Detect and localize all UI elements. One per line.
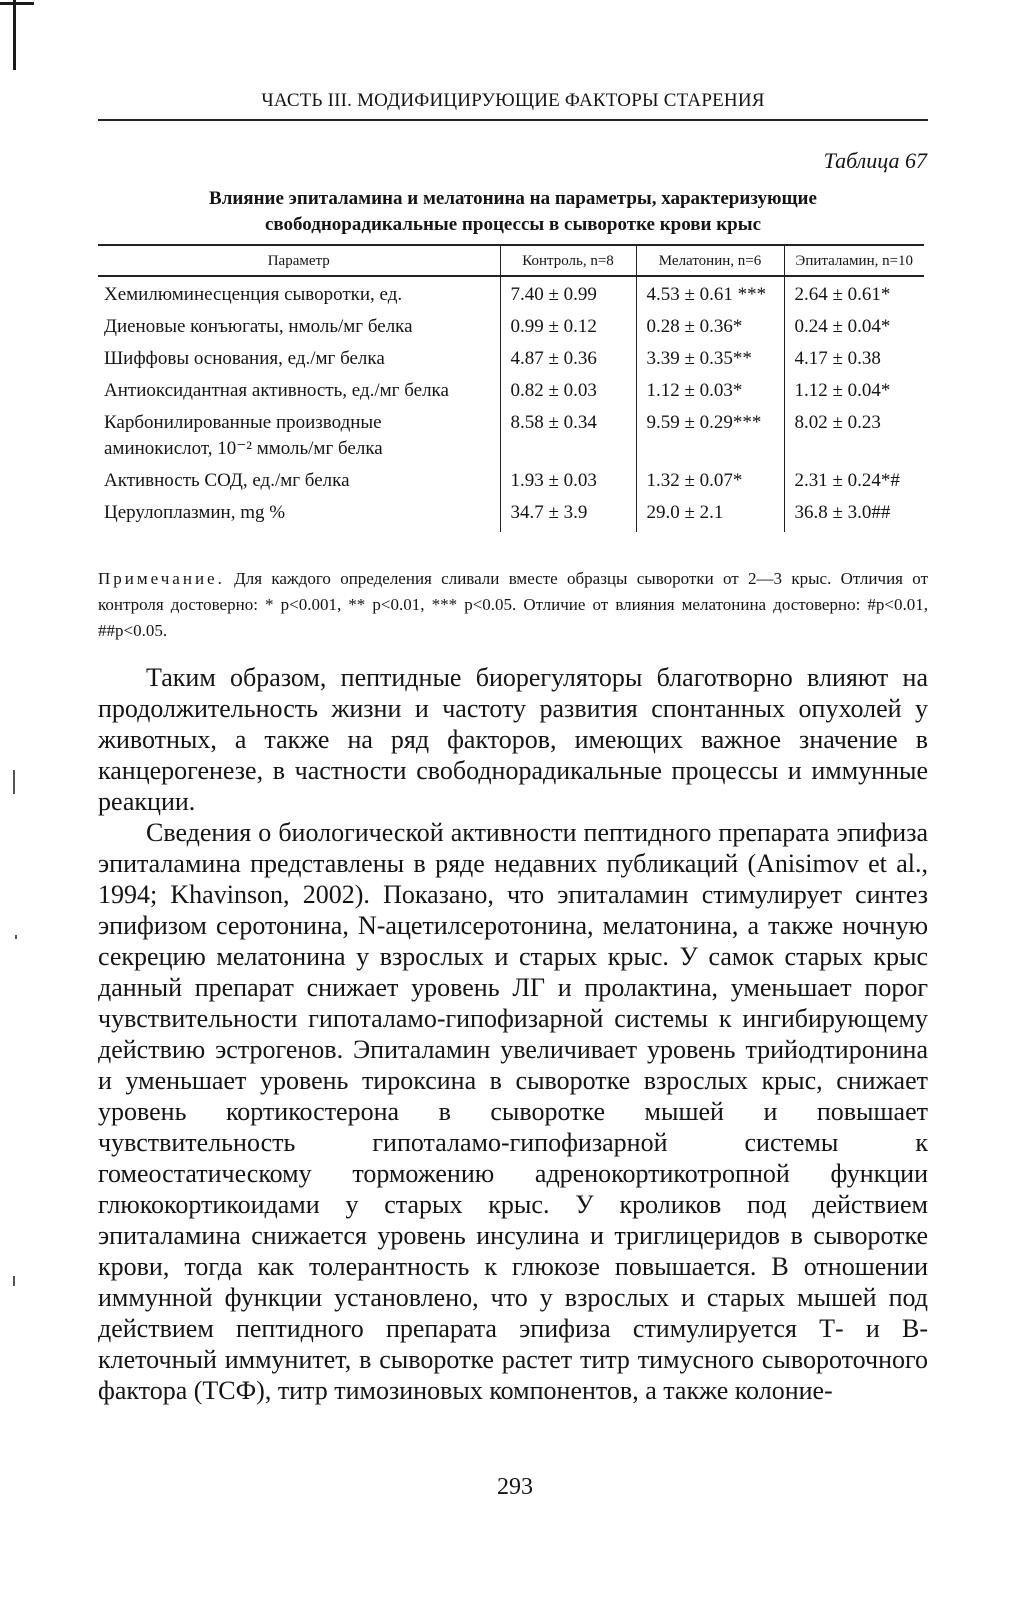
note-label: Примечание.: [98, 569, 225, 588]
page-number: 293: [497, 1474, 533, 1500]
table-title-line: свободнорадикальные процессы в сыворотке крови крыс: [264, 214, 762, 235]
epitalamin-cell: 4.17 ± 0.38: [784, 343, 924, 375]
column-header: Параметр: [98, 245, 500, 276]
table-row: [98, 375, 924, 407]
control-cell: 8.58 ± 0.34: [500, 407, 636, 465]
control-cell: 34.7 ± 3.9: [500, 497, 636, 532]
table-row: [98, 311, 924, 343]
control-cell: 1.93 ± 0.03: [500, 465, 636, 497]
table-row: [98, 343, 924, 375]
param-cell: Церулоплазмин, mg %: [104, 502, 286, 523]
table-row: [98, 407, 924, 465]
epitalamin-cell: 1.12 ± 0.04*: [784, 375, 924, 407]
running-header: ЧАСТЬ III. МОДИФИЦИРУЮЩИЕ ФАКТОРЫ СТАРЕНИЯ: [261, 90, 765, 111]
column-header: Эпиталамин, n=10: [784, 245, 924, 276]
body-paragraph: Сведения о биологической активности пептидного препарата эпифиза эпиталамина представлены в ряде недавних публикаций (Anisimov et al., 1994; Khavinson, 2002). Показано, что эпиталамин стимулирует синтез эпифизом серотонина, N-ацетилсеротонина, мелатонина, а также ночную секрецию мелатонина у взрослых и старых крыс. У самок старых крыс данный препарат снижает уровень ЛГ и пролактина, уменьшает порог чувствительности гипоталамо-гипофизарной системы к ингибирующему действию эстрогенов. Эпиталамин увеличивает уровень трийодтиронина и уменьшает уровень тироксина в сыворотке взрослых крыс, снижает уровень кортикостерона в сыворотке мышей и повышает чувствительность гипоталамо-гипофизарной системы к гомеостатическому торможению адренокортикотропной функции глюкокортикоидами у старых крыс. У кроликов под действием эпиталамина снижается уровень инсулина и триглицеридов в сыворотке крови, тогда как толерантность к глюкозе повышается. В отношении иммунной функции установлено, что у взрослых и старых мышей под действием пептидного препарата эпифиза стимулируется Т- и В-клеточный иммунитет, в сыворотке растет титр тимусного сывороточного фактора (ТСФ), титр тимозиновых компонентов, а также колоние-: [98, 818, 928, 1405]
table-row: [98, 276, 924, 311]
table-row: [98, 465, 924, 497]
control-cell: 7.40 ± 0.99: [500, 276, 636, 311]
table-title: [98, 186, 928, 238]
scan-margin-tick: [0, 2, 34, 5]
table-note: [98, 566, 928, 644]
epitalamin-cell: 2.31 ± 0.24*#: [784, 465, 924, 497]
control-cell: 4.87 ± 0.36: [500, 343, 636, 375]
param-cell: Диеновые конъюгаты, нмоль/мг белка: [104, 316, 413, 337]
epitalamin-cell: 36.8 ± 3.0##: [784, 497, 924, 532]
scan-speck: [13, 1276, 15, 1286]
param-cell: Хемилюминесценция сыворотки, ед.: [104, 284, 403, 305]
epitalamin-cell: 8.02 ± 0.23: [784, 407, 924, 465]
melatonin-cell: 29.0 ± 2.1: [636, 497, 784, 532]
scan-margin-mark: [13, 0, 16, 70]
param-cell: Антиоксидантная активность, ед./мг белка: [104, 380, 449, 401]
header-rule: [98, 119, 928, 121]
data-table: [98, 244, 924, 532]
melatonin-cell: 3.39 ± 0.35**: [636, 343, 784, 375]
scan-speck: [13, 770, 15, 794]
melatonin-cell: 1.12 ± 0.03*: [636, 375, 784, 407]
note-text: Для каждого определения сливали вместе образцы сыворотки от 2—3 крыс. Отличия от контроля достоверно: * p<0.001, ** p<0.01, *** p<0.05. Отличие от влияния мелатонина достоверно: #p<0.01, ##p<0.05.: [98, 569, 929, 640]
table-title-line: Влияние эпиталамина и мелатонина на параметры, характеризующие: [209, 188, 817, 209]
control-cell: 0.99 ± 0.12: [500, 311, 636, 343]
param-cell: Активность СОД, ед./мг белка: [104, 470, 350, 491]
table-header-row: [98, 245, 924, 276]
table-label: Таблица 67: [823, 148, 927, 173]
param-cell: Карбонилированные производные аминокислот, 10⁻² ммоль/мг белка: [104, 412, 383, 459]
table-row: [98, 497, 924, 532]
column-header: Мелатонин, n=6: [636, 245, 784, 276]
scan-speck: [15, 935, 17, 939]
body-paragraph: Таким образом, пептидные биорегуляторы благотворно влияют на продолжительность жизни и частоту развития спонтанных опухолей у животных, а также на ряд факторов, имеющих важное значение в канцерогенезе, в частности свободнорадикальные процессы и иммунные реакции.: [98, 663, 928, 816]
melatonin-cell: 4.53 ± 0.61 ***: [636, 276, 784, 311]
epitalamin-cell: 2.64 ± 0.61*: [784, 276, 924, 311]
melatonin-cell: 0.28 ± 0.36*: [636, 311, 784, 343]
epitalamin-cell: 0.24 ± 0.04*: [784, 311, 924, 343]
melatonin-cell: 1.32 ± 0.07*: [636, 465, 784, 497]
body-text: [98, 662, 928, 1406]
param-cell: Шиффовы основания, ед./мг белка: [104, 348, 385, 369]
melatonin-cell: 9.59 ± 0.29***: [636, 407, 784, 465]
control-cell: 0.82 ± 0.03: [500, 375, 636, 407]
column-header: Контроль, n=8: [500, 245, 636, 276]
